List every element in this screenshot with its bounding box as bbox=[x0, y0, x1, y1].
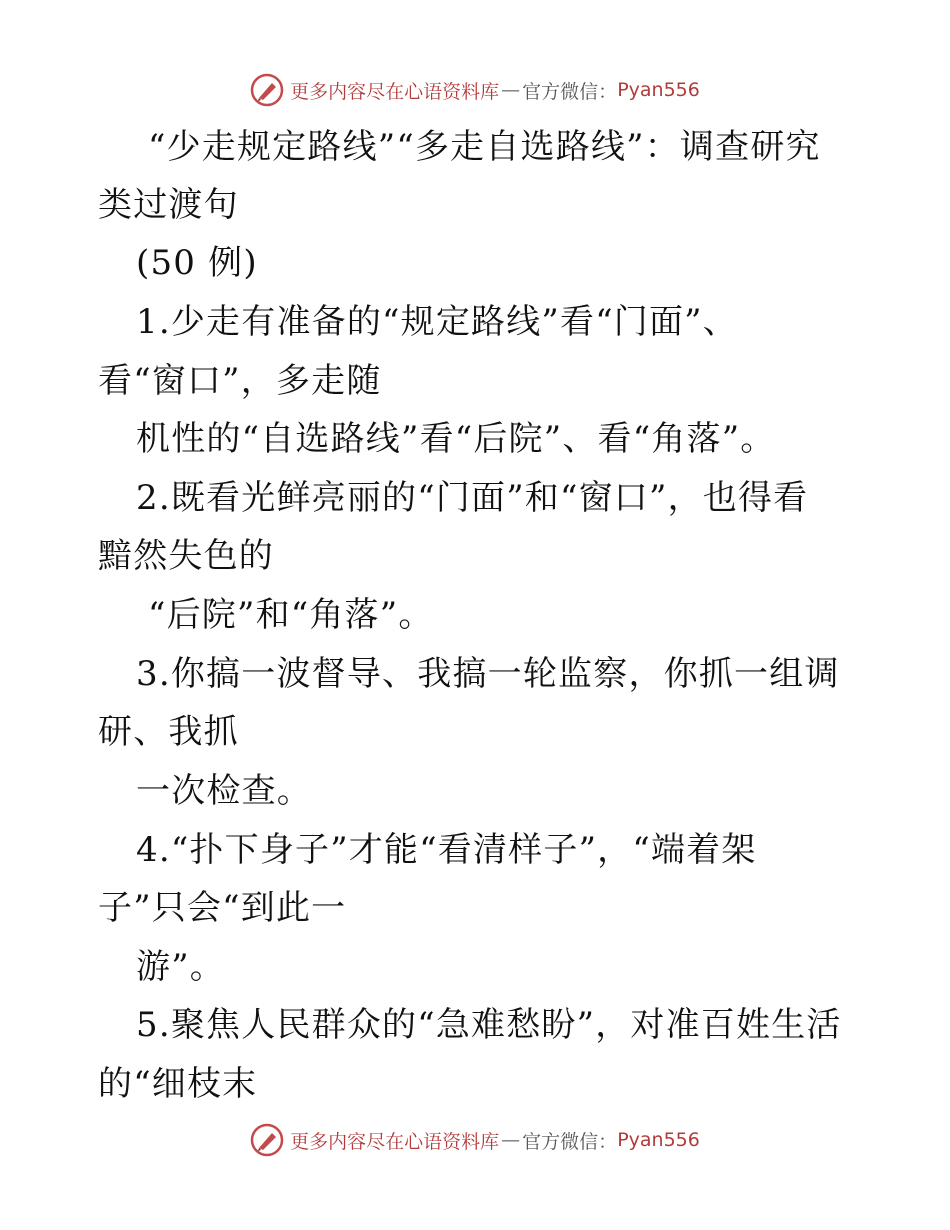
footer-wechat-id: Pyan556 bbox=[617, 1129, 700, 1151]
item-5-line-1: 5.聚焦人民群众的“急难愁盼”，对准百姓生活 bbox=[136, 1005, 842, 1045]
pen-logo-icon bbox=[250, 73, 284, 107]
item-5-line-2: 的“细枝末 bbox=[98, 1064, 258, 1104]
footer-watermark-dash: — bbox=[501, 1129, 521, 1151]
item-3-line-3: 一次检查。 bbox=[136, 771, 312, 811]
item-1-line-2: 看“窗口”，多走随 bbox=[98, 361, 382, 401]
header-wechat-label: 官方微信： bbox=[522, 80, 618, 103]
pen-logo-icon bbox=[250, 1123, 284, 1157]
item-4-line-3: 游”。 bbox=[136, 947, 225, 987]
title-count: (50 例) bbox=[136, 243, 258, 283]
item-1-line-3: 机性的“自选路线”看“后院”、看“角落”。 bbox=[136, 419, 776, 459]
item-2-line-2: 黯然失色的 bbox=[98, 536, 274, 576]
header-wechat-id: Pyan556 bbox=[617, 79, 700, 101]
item-4-line-1: 4.“扑下身子”才能“看清样子”，“端着架 bbox=[136, 830, 757, 870]
item-3-line-1: 3.你搞一波督导、我搞一轮监察，你抓一组调 bbox=[136, 654, 840, 694]
item-2-line-3: “后院”和“角落”。 bbox=[148, 595, 434, 635]
item-3-line-2: 研、我抓 bbox=[98, 712, 239, 752]
footer-watermark bbox=[0, 1120, 950, 1160]
header-watermark bbox=[0, 70, 950, 110]
footer-watermark-text: 更多内容尽在心语资料库 bbox=[290, 1130, 500, 1153]
title-line-1: “少走规定路线”“多走自选路线”：调查研究 bbox=[148, 127, 821, 167]
footer-wechat-label: 官方微信： bbox=[522, 1130, 618, 1153]
item-4-line-2: 子”只会“到此一 bbox=[98, 888, 347, 928]
item-1-line-1: 1.少走有准备的“规定路线”看“门面”、 bbox=[136, 302, 738, 342]
title-line-2: 类过渡句 bbox=[98, 185, 239, 225]
header-watermark-text: 更多内容尽在心语资料库 bbox=[290, 80, 500, 103]
item-2-line-1: 2.既看光鲜亮丽的“门面”和“窗口”，也得看 bbox=[136, 478, 809, 518]
header-watermark-dash: — bbox=[501, 79, 521, 101]
